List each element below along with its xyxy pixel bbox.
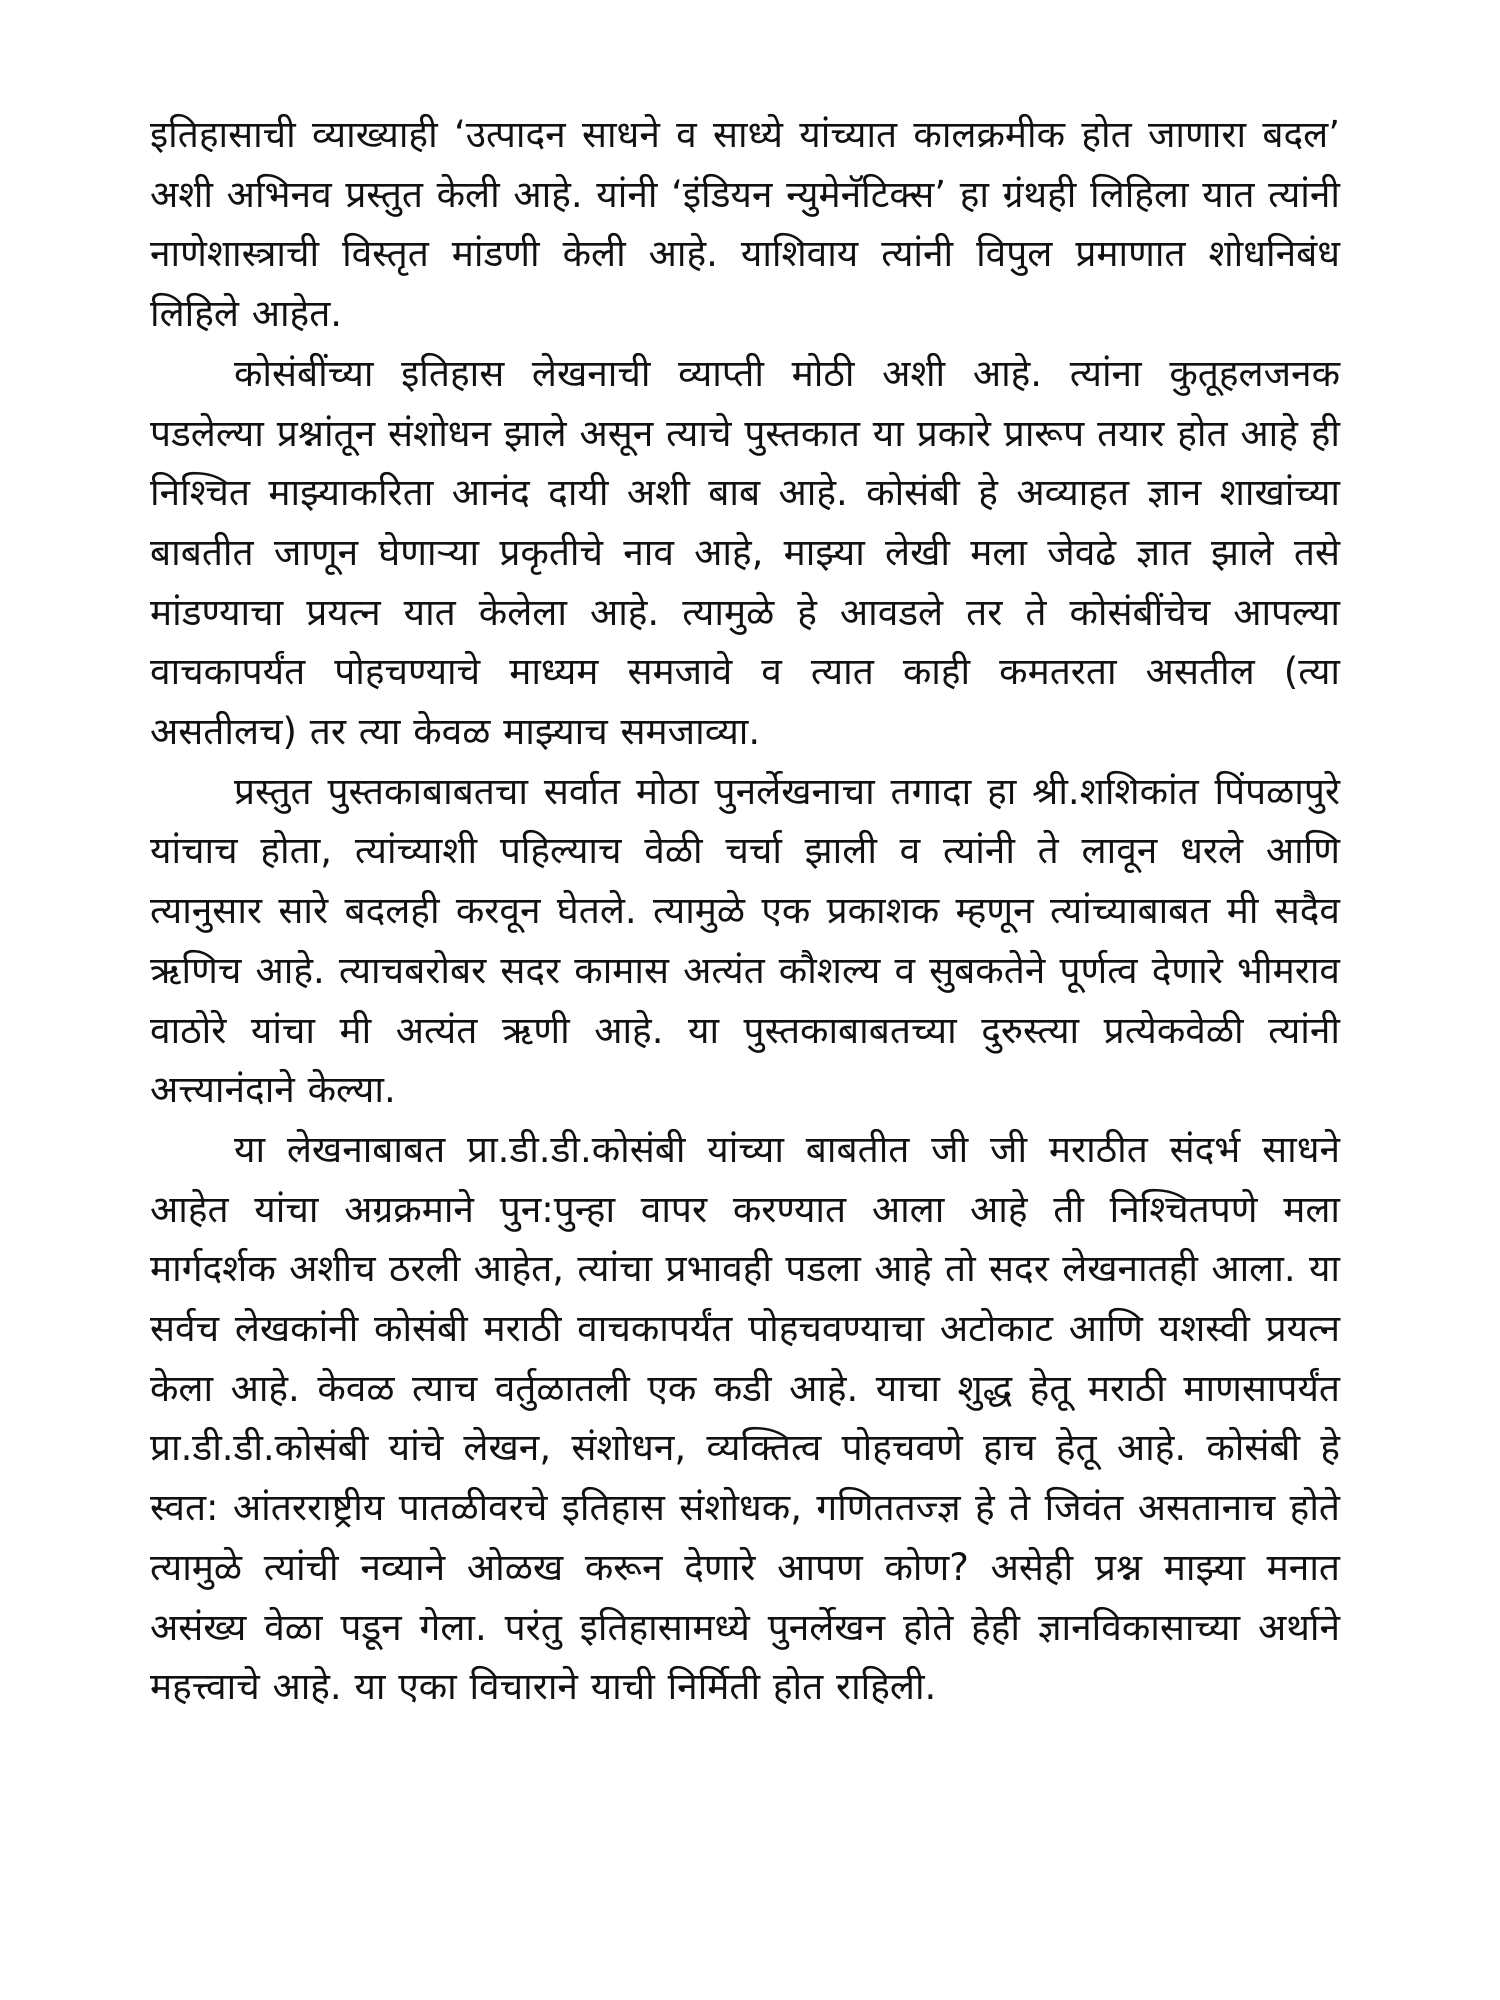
paragraph-3: प्रस्तुत पुस्तकाबाबतचा सर्वात मोठा पुनर्लेखनाचा तगादा हा श्री.शशिकांत पिंपळापुरे यांचाच होता, त्यांच्याशी पहिल्याच वेळी चर्चा झाली व त्यांनी ते लावून धरले आणि त्यानुसार सारे बदलही करवून घेतले. त्यामुळे एक प्रकाशक म्हणून त्यांच्याबाबत मी सदैव ऋणिच आहे. त्याचबरोबर सदर कामास अत्यंत कौशल्य व सुबकतेने पूर्णत्व देणारे भीमराव वाठोरे यांचा मी अत्यंत ऋणी आहे. या पुस्तकाबाबतच्या दुरुस्त्या प्रत्येकवेळी त्यांनी अत्त्यानंदाने केल्या.	[150, 769, 1340, 1112]
document-page	[150, 105, 1340, 1965]
paragraph-4: या लेखनाबाबत प्रा.डी.डी.कोसंबी यांच्या बाबतीत जी जी मराठीत संदर्भ साधने आहेत यांचा अग्रक्रमाने पुन:पुन्हा वापर करण्यात आला आहे ती निश्चितपणे मला मार्गदर्शक अशीच ठरली आहेत, त्यांचा प्रभावही पडला आहे तो सदर लेखनातही आला. या सर्वच लेखकांनी कोसंबी मराठी वाचकापर्यंत पोहचवण्याचा अटोकाट आणि यशस्वी प्रयत्न केला आहे. केवळ त्याच वर्तुळातली एक कडी आहे. याचा शुद्ध हेतू मराठी माणसापर्यंत प्रा.डी.डी.कोसंबी यांचे लेखन, संशोधन, व्यक्तित्व पोहचवणे हाच हेतू आहे. कोसंबी हे स्वत: आंतरराष्ट्रीय पातळीवरचे इतिहास संशोधक, गणिततज्ज्ञ हे ते जिवंत असतानाच होते त्यामुळे त्यांची नव्याने ओळख करून देणारे आपण कोण? असेही प्रश्न माझ्या मनात असंख्य वेळा पडून गेला. परंतु इतिहासामध्ये पुनर्लेखन होते हेही ज्ञानविकासाच्या अर्थाने महत्त्वाचे आहे. या एका विचाराने याची निर्मिती होत राहिली.	[150, 1127, 1340, 1709]
paragraph-1: इतिहासाची व्याख्याही ‘उत्पादन साधने व साध्ये यांच्यात कालक्रमीक होत जाणारा बदल’ अशी अभिनव प्रस्तुत केली आहे. यांनी ‘इंडियन न्युमेनॅटिक्स’ हा ग्रंथही लिहिला यात त्यांनी नाणेशास्त्राची विस्तृत मांडणी केली आहे. याशिवाय त्यांनी विपुल प्रमाणात शोधनिबंध लिहिले आहेत.	[150, 113, 1340, 336]
paragraph-2: कोसंबींच्या इतिहास लेखनाची व्याप्ती मोठी अशी आहे. त्यांना कुतूहलजनक पडलेल्या प्रश्नांतून संशोधन झाले असून त्याचे पुस्तकात या प्रकारे प्रारूप तयार होत आहे ही निश्चित माझ्याकरिता आनंद दायी अशी बाब आहे. कोसंबी हे अव्याहत ज्ञान शाखांच्या बाबतीत जाणून घेणाऱ्या प्रकृतीचे नाव आहे, माझ्या लेखी मला जेवढे ज्ञात झाले तसे मांडण्याचा प्रयत्न यात केलेला आहे. त्यामुळे हे आवडले तर ते कोसंबींचेच आपल्या वाचकापर्यंत पोहचण्याचे माध्यम समजावे व त्यात काही कमतरता असतील (त्या असतीलच) तर त्या केवळ माझ्याच समजाव्या.	[150, 351, 1340, 754]
